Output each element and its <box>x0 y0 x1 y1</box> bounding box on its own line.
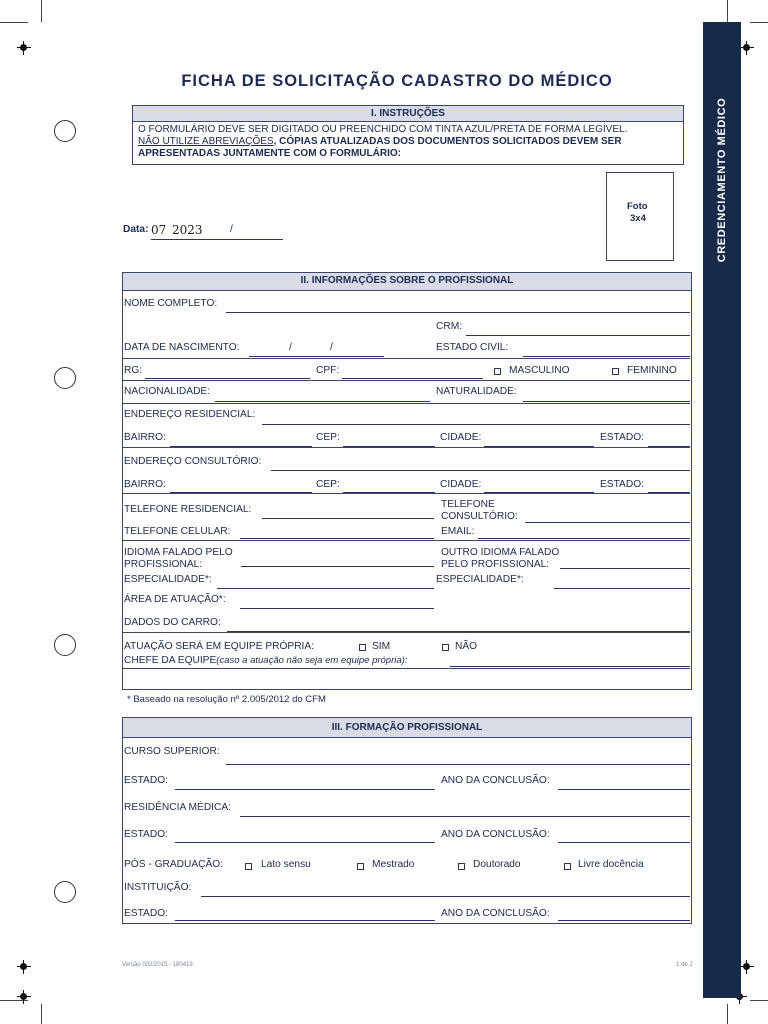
label-cidade: CIDADE: <box>440 479 482 490</box>
field-ano[interactable] <box>558 789 690 790</box>
field-area[interactable] <box>240 608 434 609</box>
binder-hole <box>54 881 76 903</box>
label-carro: DADOS DO CARRO: <box>124 617 221 628</box>
binder-hole <box>54 367 76 389</box>
crop-mark <box>41 0 42 22</box>
field-cpf[interactable] <box>342 378 483 379</box>
field-instituicao[interactable] <box>201 896 690 897</box>
footer-page: 1 de 2 <box>676 962 693 968</box>
label-cidade: CIDADE: <box>440 432 482 443</box>
field-cidade[interactable] <box>484 492 594 493</box>
crop-mark <box>727 0 728 22</box>
field-nome[interactable] <box>226 312 690 313</box>
label-email: EMAIL: <box>441 526 475 537</box>
label-outro-idioma: PELO PROFISSIONAL: <box>441 559 550 570</box>
label-pos: PÓS - GRADUAÇÃO: <box>124 859 224 870</box>
instruction-line: NÃO UTILIZE ABREVIAÇÕES, CÓPIAS ATUALIZADAS DOS DOCUMENTOS SOLICITADOS DEVEM SER <box>138 136 622 147</box>
section-heading: III. FORMAÇÃO PROFISSIONAL <box>123 718 691 738</box>
label-estado: ESTADO: <box>600 479 644 490</box>
checkbox-mestrado[interactable] <box>357 863 364 870</box>
crop-mark <box>41 1004 42 1024</box>
field-email[interactable] <box>478 538 690 539</box>
label-estado-civil: ESTADO CIVIL: <box>436 342 509 353</box>
checkbox-nao[interactable] <box>442 644 449 651</box>
label-end-cons: ENDEREÇO CONSULTÓRIO: <box>124 456 262 467</box>
row-divider <box>122 493 690 494</box>
field-estado[interactable] <box>175 920 435 921</box>
checkbox-masculino[interactable] <box>494 368 501 375</box>
field-cep[interactable] <box>343 492 435 493</box>
label-cpf: CPF: <box>316 365 340 376</box>
label-outro-idioma: OUTRO IDIOMA FALADO <box>441 547 560 558</box>
label-tel-cel: TELEFONE CELULAR: <box>124 526 231 537</box>
photo-label: 3x4 <box>630 213 646 224</box>
instruction-line: APRESENTADAS JUNTAMENTE COM O FORMULÁRIO: <box>138 148 401 159</box>
checkbox-doutorado[interactable] <box>458 863 465 870</box>
field-especialidade[interactable] <box>217 588 434 589</box>
label-tel-cons: CONSULTÓRIO: <box>441 511 518 522</box>
label-nome: NOME COMPLETO: <box>124 298 218 309</box>
label-chefe: CHEFE DA EQUIPE(caso a atuação não seja em equipe própria): <box>124 655 408 666</box>
label-estado: ESTADO: <box>124 775 168 786</box>
checkbox-feminino[interactable] <box>612 368 619 375</box>
field-ano[interactable] <box>558 842 690 843</box>
label-ano: ANO DA CONCLUSÃO: <box>441 908 550 919</box>
label-tel-res: TELEFONE RESIDENCIAL: <box>124 504 252 515</box>
field-bairro[interactable] <box>170 446 312 447</box>
field-residencia[interactable] <box>240 816 690 817</box>
photo-label: Foto <box>627 201 648 212</box>
field-nascimento[interactable] <box>249 356 384 357</box>
label-especialidade-2: ESPECIALIDADE*: <box>436 574 524 585</box>
field-bairro[interactable] <box>170 492 312 493</box>
row-divider <box>122 380 690 381</box>
field-crm[interactable] <box>466 335 690 336</box>
date-separator: / <box>230 224 233 235</box>
label-residencia: RESIDÊNCIA MÉDICA: <box>124 802 231 813</box>
label-estado: ESTADO: <box>124 829 168 840</box>
label-estado: ESTADO: <box>124 908 168 919</box>
field-estado[interactable] <box>175 789 435 790</box>
label-bairro: BAIRRO: <box>124 432 166 443</box>
instruction-line: O FORMULÁRIO DEVE SER DIGITADO OU PREENCHIDO COM TINTA AZUL/PRETA DE FORMA LEGÍVEL. <box>138 124 628 135</box>
field-naturalidade[interactable] <box>523 401 690 402</box>
label-especialidade: ESPECIALIDADE*: <box>124 574 212 585</box>
binder-hole <box>54 634 76 656</box>
date-label: Data: <box>123 224 149 235</box>
row-divider <box>122 632 690 633</box>
label-instituicao: INSTITUIÇÃO: <box>124 882 192 893</box>
registration-mark-icon <box>17 41 31 55</box>
crop-mark <box>750 22 768 23</box>
label-idioma: IDIOMA FALADO PELO <box>124 547 233 558</box>
field-end-cons[interactable] <box>271 470 690 471</box>
label-estado: ESTADO: <box>600 432 644 443</box>
field-end-res[interactable] <box>262 424 690 425</box>
label-naturalidade: NATURALIDADE: <box>436 386 517 397</box>
registration-mark-icon <box>17 960 31 974</box>
section-heading: II. INFORMAÇÕES SOBRE O PROFISSIONAL <box>123 273 691 291</box>
label-ano: ANO DA CONCLUSÃO: <box>441 829 550 840</box>
section-heading: I. INSTRUÇÕES <box>133 106 683 122</box>
row-divider <box>122 540 690 541</box>
binder-hole <box>54 120 76 142</box>
field-carro[interactable] <box>227 631 690 632</box>
row-divider <box>122 668 690 669</box>
instruction-underlined: NÃO UTILIZE ABREVIAÇÕES <box>138 136 274 147</box>
field-estado[interactable] <box>648 492 690 493</box>
label-area: ÁREA DE ATUAÇÃO*: <box>124 594 226 605</box>
field-estado-civil[interactable] <box>523 356 690 357</box>
footnote: * Baseado na resolução nº 2.005/2012 do CFM <box>127 694 326 705</box>
date-value-year[interactable]: 2023 <box>172 223 203 237</box>
date-field[interactable] <box>151 239 283 240</box>
sidebar-label: CREDENCIAMENTO MÉDICO <box>716 97 728 263</box>
field-tel-cel[interactable] <box>240 538 434 539</box>
label-nascimento: DATA DE NASCIMENTO: <box>124 342 240 353</box>
row-divider <box>122 358 690 359</box>
label-equipe: ATUAÇÃO SERÁ EM EQUIPE PRÓPRIA: <box>124 641 315 652</box>
field-estado[interactable] <box>175 842 435 843</box>
field-rg[interactable] <box>145 378 310 379</box>
label-cep: CEP: <box>316 479 340 490</box>
footer-version: Versão 002/2015 - 180419 <box>122 962 193 968</box>
field-nacionalidade[interactable] <box>215 401 430 402</box>
field-estado[interactable] <box>648 446 690 447</box>
checkbox-lato[interactable] <box>245 863 252 870</box>
field-tel-res[interactable] <box>262 518 434 519</box>
row-divider <box>122 403 690 404</box>
label-nacionalidade: NACIONALIDADE: <box>124 386 211 397</box>
label-crm: CRM: <box>436 321 463 332</box>
field-outro-idioma[interactable] <box>560 568 690 569</box>
field-cep[interactable] <box>343 446 435 447</box>
label-curso: CURSO SUPERIOR: <box>124 746 220 757</box>
label-ano: ANO DA CONCLUSÃO: <box>441 775 550 786</box>
checkbox-livre[interactable] <box>564 863 571 870</box>
date-value-day[interactable]: 07 <box>151 223 167 237</box>
label-cep: CEP: <box>316 432 340 443</box>
registration-mark-icon <box>17 990 31 1004</box>
label-bairro: BAIRRO: <box>124 479 166 490</box>
field-cidade[interactable] <box>484 446 594 447</box>
field-especialidade-2[interactable] <box>554 588 690 589</box>
crop-mark <box>750 1000 768 1001</box>
label-end-res: ENDEREÇO RESIDENCIAL: <box>124 409 256 420</box>
registration-mark-icon <box>740 960 754 974</box>
field-idioma[interactable] <box>241 566 434 567</box>
checkbox-sim[interactable] <box>359 644 366 651</box>
row-divider <box>122 447 690 448</box>
field-tel-cons[interactable] <box>525 522 690 523</box>
field-ano[interactable] <box>558 920 690 921</box>
label-idioma: PROFISSIONAL: <box>124 559 203 570</box>
crop-mark <box>727 1004 728 1024</box>
label-rg: RG: <box>124 365 143 376</box>
label-tel-cons: TELEFONE <box>441 499 495 510</box>
crop-mark <box>0 22 28 23</box>
field-curso[interactable] <box>226 764 690 765</box>
registration-mark-icon <box>740 41 754 55</box>
field-chefe[interactable] <box>450 666 690 667</box>
page-title: FICHA DE SOLICITAÇÃO CADASTRO DO MÉDICO <box>181 72 613 90</box>
